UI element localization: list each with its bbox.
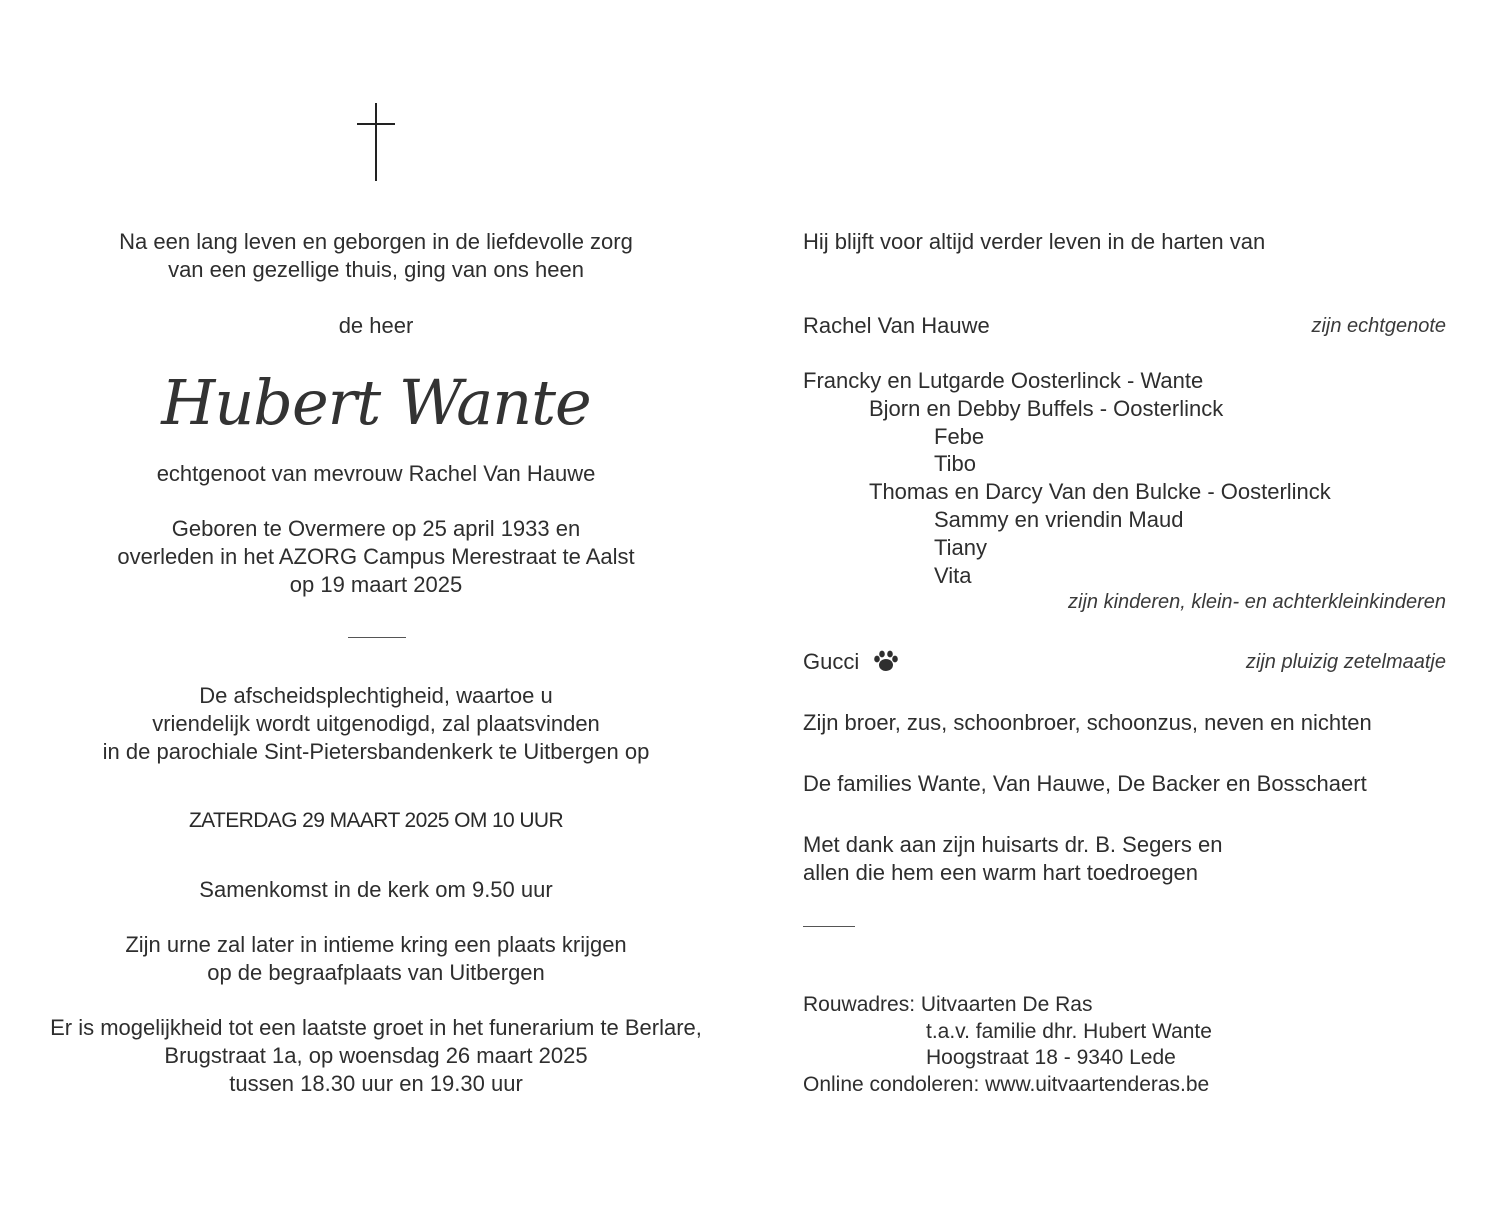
gathering-text: Samenkomst in de kerk om 9.50 uur: [199, 877, 553, 902]
family-member: Tibo: [934, 451, 976, 476]
family-member: Febe: [934, 424, 985, 449]
pet-name: Gucci: [803, 649, 860, 674]
family-member: Tiany: [934, 535, 987, 560]
families-line: De families Wante, Van Hauwe, De Backer en Bosschaert: [803, 771, 1367, 796]
paw-icon: [873, 650, 899, 672]
pet-row: [803, 648, 1446, 676]
family-member: Bjorn en Debby Buffels - Oosterlinck: [869, 396, 1224, 421]
thanks-text: Met dank aan zijn huisarts dr. B. Segers en allen die hem een warm hart toedroegen: [803, 832, 1223, 885]
spouse-role: zijn echtgenote: [1311, 315, 1446, 337]
divider: [348, 637, 406, 638]
address-block: [803, 992, 1446, 1098]
family-intro: Hij blijft voor altijd verder leven in de harten van: [803, 229, 1266, 254]
spouse-name: Rachel Van Hauwe: [803, 313, 990, 338]
family-column: [803, 0, 1446, 1214]
family-member: Thomas en Darcy Van den Bulcke - Oosterlinck: [869, 479, 1331, 504]
pet-role: zijn pluizig zetelmaatje: [1245, 651, 1446, 673]
family-member: Vita: [934, 563, 972, 588]
birth-death-text: Geboren te Overmere op 25 april 1933 en overleden in het AZORG Campus Merestraat te Aalst op 19 maart 2025: [117, 516, 635, 597]
family-role: zijn kinderen, klein- en achterkleinkinderen: [1068, 591, 1446, 613]
ceremony-text: De afscheidsplechtigheid, waartoe u vriendelijk wordt uitgenodigd, zal plaatsvinden in de parochiale Sint-Pietersbandenkerk te Uitbergen op: [102, 683, 650, 764]
address-label: Rouwadres: Uitvaarten De Ras: [803, 993, 1093, 1016]
urn-text: Zijn urne zal later in intieme kring een plaats krijgen op de begraafplaats van Uitbergen: [125, 932, 627, 985]
family-member: Sammy en vriendin Maud: [934, 507, 1184, 532]
divider: [803, 926, 855, 927]
farewell-text: Er is mogelijkheid tot een laatste groet in het funerarium te Berlare, Brugstraat 1a, op woensdag 26 maart 2025 tussen 18.30 uur en 19.30 uur: [50, 1015, 702, 1096]
address-line: t.a.v. familie dhr. Hubert Wante: [926, 1019, 1212, 1043]
intro-text: Na een lang leven en geborgen in de liefdevolle zorg van een gezellige thuis, ging van ons heen: [119, 229, 633, 282]
spouse-row: [803, 312, 1446, 340]
address-line: Hoogstraat 18 - 9340 Lede: [926, 1046, 1176, 1069]
cross-icon: [356, 103, 396, 181]
ceremony-date: ZATERDAG 29 MAART 2025 OM 10 UUR: [188, 809, 564, 832]
siblings-line: Zijn broer, zus, schoonbroer, schoonzus, neven en nichten: [803, 710, 1372, 735]
salutation: de heer: [338, 313, 414, 338]
online-condolence: Online condoleren: www.uitvaartenderas.be: [803, 1072, 1210, 1096]
spouse-line: echtgenoot van mevrouw Rachel Van Hauwe: [156, 461, 596, 486]
family-member: Francky en Lutgarde Oosterlinck - Wante: [803, 368, 1204, 393]
deceased-name: Hubert Wante: [161, 366, 591, 439]
